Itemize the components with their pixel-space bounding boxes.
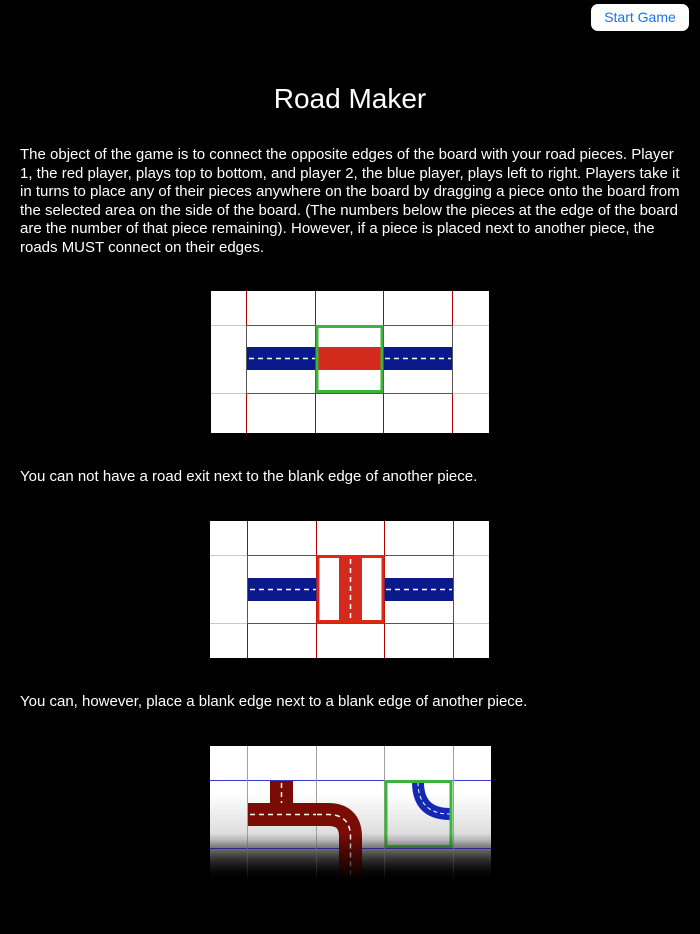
red-road-piece-vertical: [339, 557, 362, 622]
start-game-button[interactable]: Start Game: [591, 4, 689, 31]
invalid-connection-diagram: [210, 521, 489, 658]
blue-road-piece-right: [383, 347, 452, 370]
rule-blank-exit-text: You can not have a road exit next to the blank edge of another piece.: [20, 468, 478, 485]
intro-paragraph: The object of the game is to connect the opposite edges of the board with your road pieces. Player 1, the red player, plays top to bottom, and player 2, the blue player, plays left to right. Players take it in turns to place any of their pieces anywhere on the board by dragging a piece onto the board from the selected area on the side of the board. (The numbers below the pieces at the edge of the board are the number of that piece remaining). However, if a piece is placed next to another piece, the roads MUST connect on their edges.: [20, 146, 680, 256]
blank-edges-diagram: [210, 746, 491, 880]
blue-road-piece-left: [248, 578, 317, 601]
rule-blank-edges-text: You can, however, place a blank edge next to a blank edge of another piece.: [20, 693, 528, 710]
valid-connection-diagram: [211, 291, 489, 433]
blue-road-piece-right: [384, 578, 453, 601]
red-road-piece-horizontal: [317, 347, 381, 370]
page-title: Road Maker: [273, 83, 427, 114]
blue-road-piece-left: [247, 347, 316, 370]
